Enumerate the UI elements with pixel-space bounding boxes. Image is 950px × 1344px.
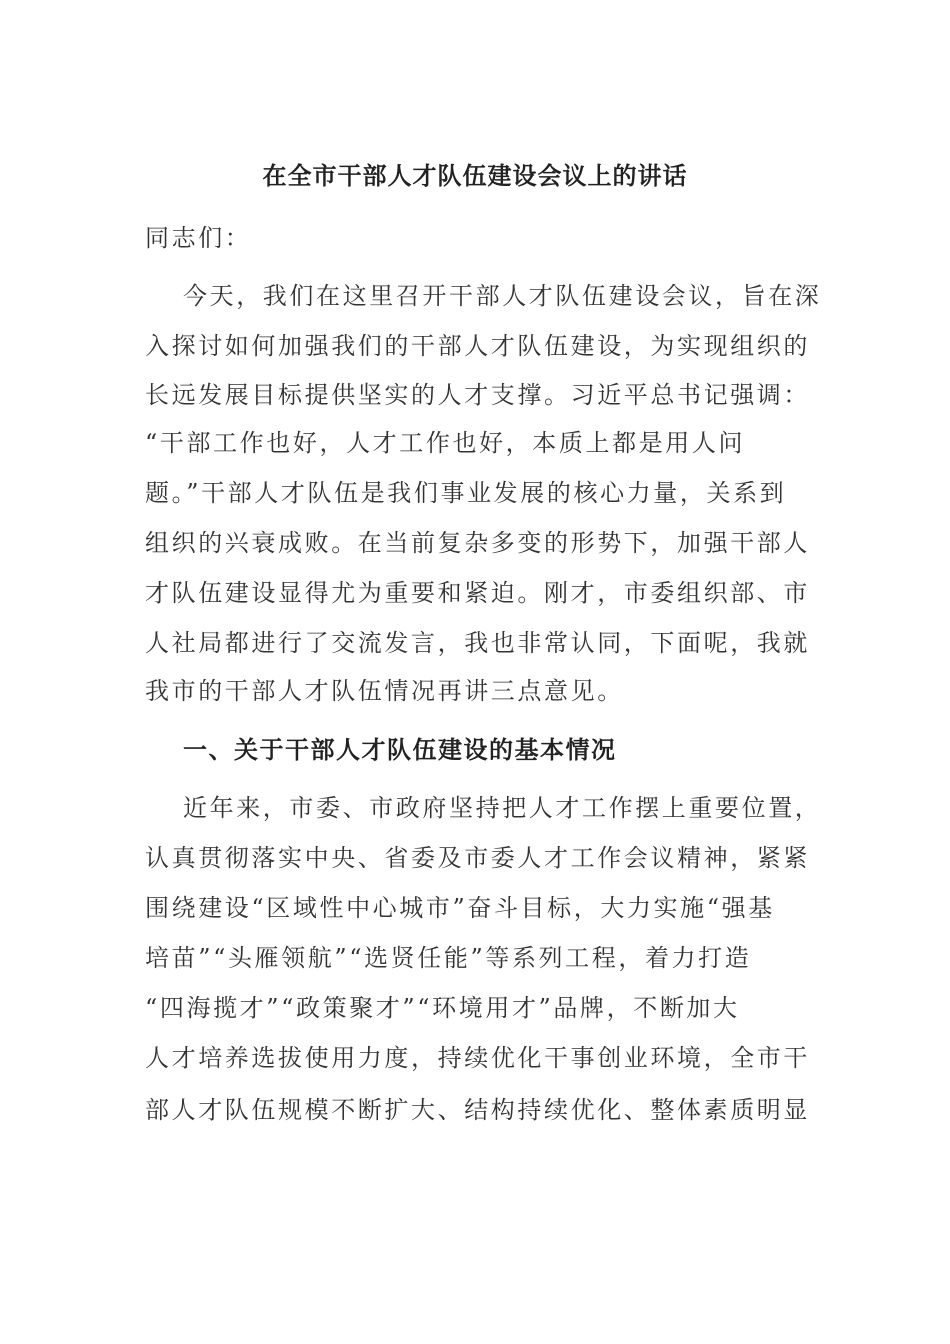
paragraph-line: “干部工作也好，人才工作也好，本质上都是用人问 [145, 429, 746, 457]
paragraph-line: 认真贯彻落实中央、省委及市委人才工作会议精神，紧紧 [145, 844, 810, 872]
paragraph-line: 才队伍建设显得尤为重要和紧迫。刚才，市委组织部、市 [145, 579, 810, 607]
paragraph-line: “四海揽才”“政策聚才”“环境用才”品牌，不断加大 [145, 994, 740, 1022]
paragraph-line: 近年来，市委、市政府坚持把人才工作摆上重要位置， [183, 794, 822, 822]
paragraph-line: 围绕建设“区域性中心城市”奋斗目标，大力实施“强基 [145, 894, 775, 922]
paragraph-line: 部人才队伍规模不断扩大、结构持续优化、整体素质明显 [145, 1096, 810, 1124]
paragraph-line: 培苗”“头雁领航”“选贤任能”等系列工程，着力打造 [145, 944, 752, 972]
paragraph-line: 入探讨如何加强我们的干部人才队伍建设，为实现组织的 [145, 332, 810, 360]
salutation: 同志们： [145, 224, 252, 252]
paragraph-line: 人社局都进行了交流发言，我也非常认同，下面呢，我就 [145, 629, 810, 657]
paragraph-line: 我市的干部人才队伍情况再讲三点意见。 [145, 677, 624, 705]
paragraph-line: 题。”干部人才队伍是我们事业发展的核心力量，关系到 [145, 479, 787, 507]
paragraph-line: 长远发展目标提供坚实的人才支撑。习近平总书记强调： [145, 381, 810, 409]
document-title: 在全市干部人才队伍建设会议上的讲话 [262, 161, 688, 190]
section-heading: 一、关于干部人才队伍建设的基本情况 [183, 735, 617, 764]
paragraph-line: 人才培养选拔使用力度，持续优化干事创业环境，全市干 [145, 1044, 810, 1072]
paragraph-line: 今天，我们在这里召开干部人才队伍建设会议，旨在深 [183, 282, 822, 310]
paragraph-line: 组织的兴衰成败。在当前复杂多变的形势下，加强干部人 [145, 529, 810, 557]
